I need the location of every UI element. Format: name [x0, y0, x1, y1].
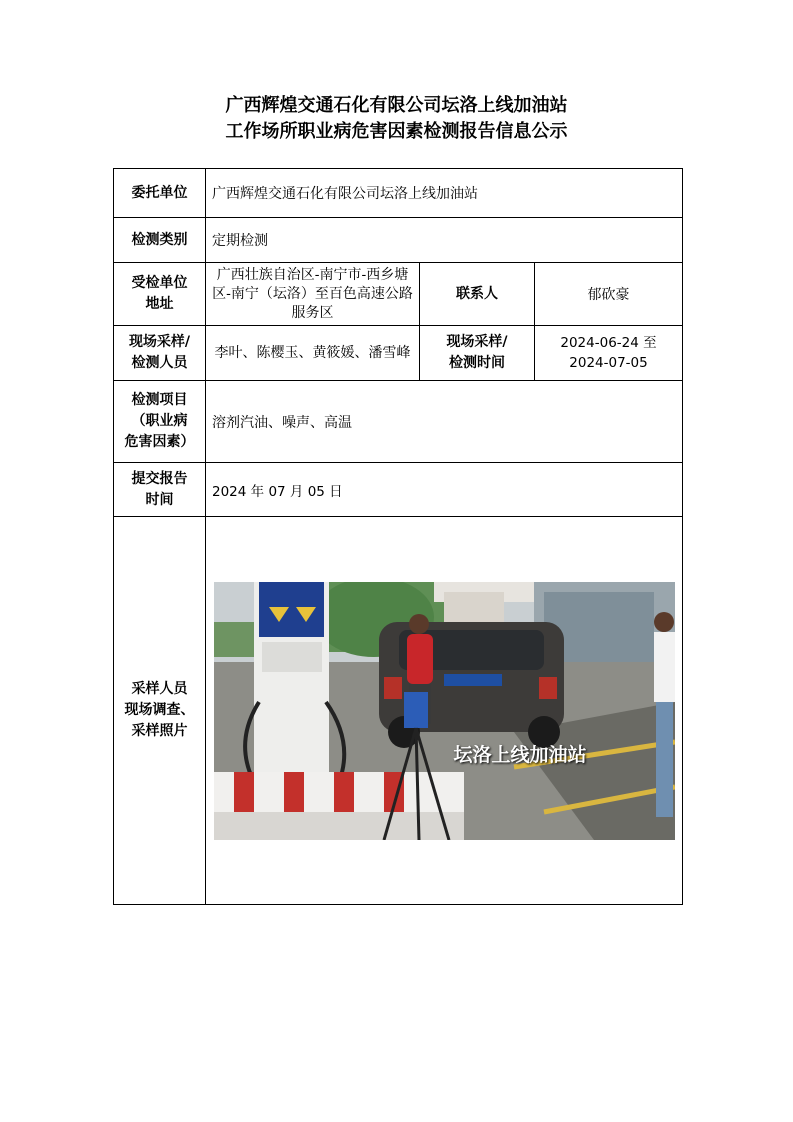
row-staff — [114, 326, 683, 381]
address-label-line2: 地址 — [145, 296, 174, 312]
photo-label — [114, 517, 206, 905]
type-value: 定期检测 — [206, 218, 683, 263]
time-label — [420, 326, 535, 381]
items-label-line1: 检测项目 — [131, 392, 188, 408]
client-label: 委托单位 — [114, 169, 206, 218]
contact-value: 郁砍豪 — [535, 263, 683, 326]
address-label-line1: 受检单位 — [131, 275, 188, 291]
report-value: 2024 年 07 月 05 日 — [206, 463, 683, 517]
time-value — [535, 326, 683, 381]
photo-label-line2: 现场调查、 — [124, 702, 195, 718]
site-photo-illustration — [214, 582, 675, 840]
photo-caption: 坛洛上线加油站 — [453, 743, 587, 766]
staff-label-line1: 现场采样/ — [128, 334, 191, 350]
row-client — [114, 169, 683, 218]
report-label-line2: 时间 — [145, 491, 174, 508]
report-title-line1: 广西辉煌交通石化有限公司坛洛上线加油站 — [225, 95, 568, 116]
report-label-line1: 提交报告 — [131, 470, 188, 487]
address-value: 广西壮族自治区-南宁市-西乡塘区-南宁（坛洛）至百色高速公路服务区 — [206, 263, 420, 326]
photo-label-line1: 采样人员 — [131, 681, 188, 697]
photo-label-line3: 采样照片 — [131, 723, 188, 739]
report-title-line2: 工作场所职业病危害因素检测报告信息公示 — [225, 121, 568, 142]
staff-label — [114, 326, 206, 381]
items-value: 溶剂汽油、噪声、高温 — [206, 381, 683, 463]
site-photo — [214, 582, 675, 840]
info-table — [113, 168, 683, 905]
items-label — [114, 381, 206, 463]
time-label-line1: 现场采样/ — [446, 334, 508, 350]
staff-label-line2: 检测人员 — [131, 355, 188, 371]
address-label — [114, 263, 206, 326]
row-address — [114, 263, 683, 326]
items-label-line2: （职业病 — [131, 413, 188, 429]
items-label-line3: 危害因素） — [124, 434, 195, 450]
row-report — [114, 463, 683, 517]
row-items — [114, 381, 683, 463]
row-photo — [114, 517, 683, 905]
report-label — [114, 463, 206, 517]
client-value: 广西辉煌交通石化有限公司坛洛上线加油站 — [206, 169, 683, 218]
staff-value: 李叶、陈樱玉、黄筱媛、潘雪峰 — [206, 326, 420, 381]
contact-label: 联系人 — [420, 263, 535, 326]
row-type — [114, 218, 683, 263]
time-label-line2: 检测时间 — [449, 355, 505, 371]
time-value-line2: 2024-07-05 — [569, 355, 648, 371]
type-label: 检测类别 — [114, 218, 206, 263]
time-value-line1: 2024-06-24 至 — [560, 335, 657, 351]
photo-cell — [206, 517, 683, 905]
